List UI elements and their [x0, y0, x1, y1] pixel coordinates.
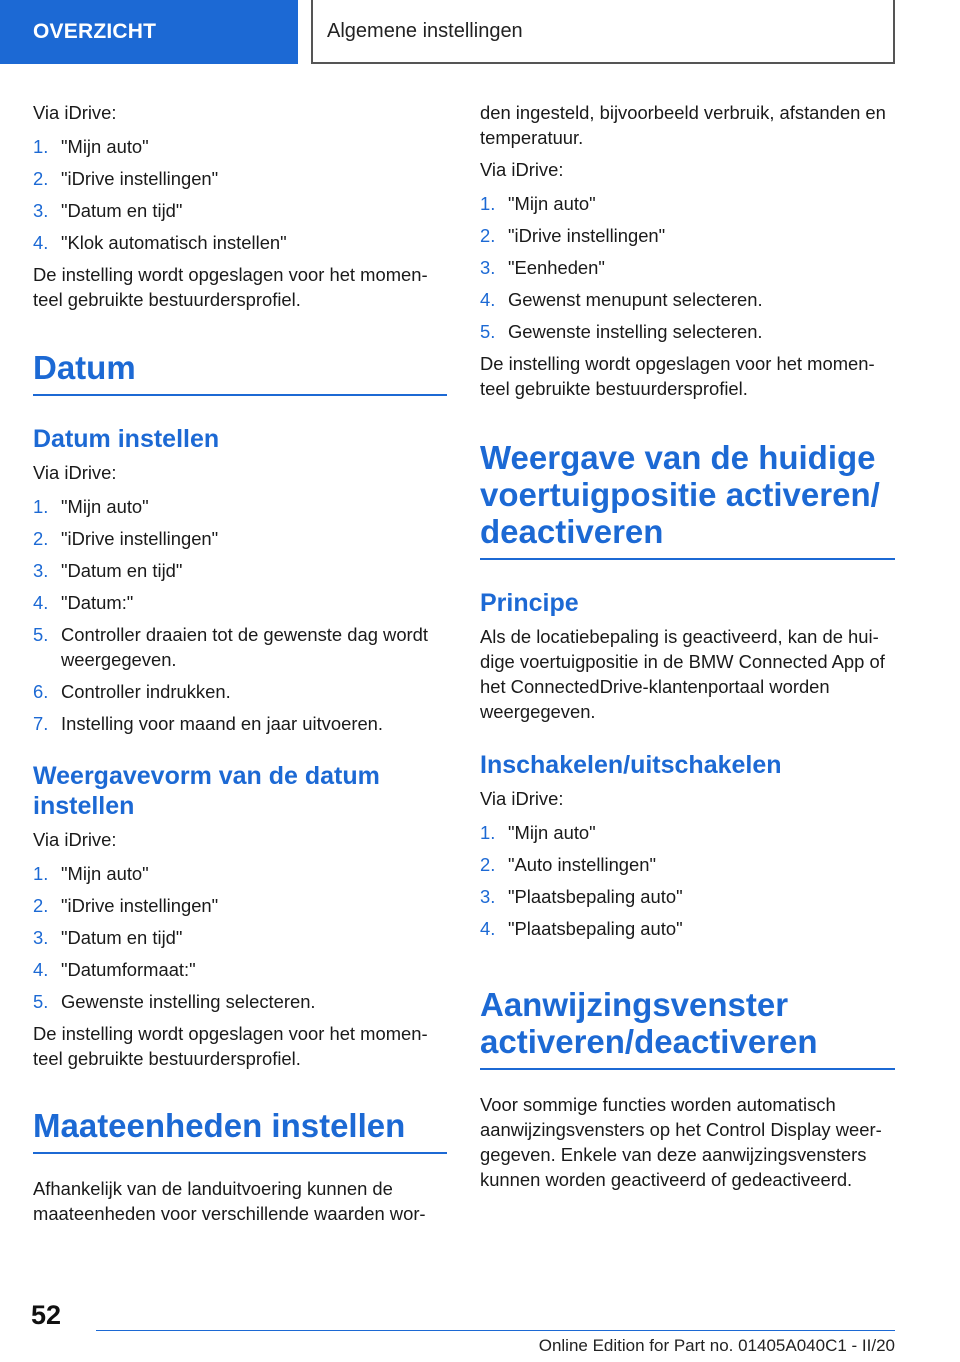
list-item — [33, 134, 447, 159]
list-item-text: "iDrive instellingen" — [61, 528, 219, 549]
intro-via: Via iDrive: — [33, 102, 117, 123]
subsection-title-principe: Principe — [480, 589, 579, 617]
tab-algemene-instellingen[interactable] — [311, 0, 895, 64]
maateenheden-note: De instelling wordt opgeslagen voor het momen-teel gebruikte bestuurdersprofiel. — [480, 353, 875, 399]
list-item-text: "Eenheden" — [508, 257, 605, 278]
list-item-text: Gewenste instelling selecteren. — [508, 321, 763, 342]
list-item — [33, 230, 447, 255]
list-item-number: 3. — [480, 257, 496, 278]
list-item — [480, 191, 895, 216]
list-item-number: 3. — [33, 560, 49, 581]
weergavevorm-via: Via iDrive: — [33, 829, 117, 850]
list-item-text: "Auto instellingen" — [508, 854, 657, 875]
footer-divider — [96, 1330, 895, 1331]
list-item-text: Instelling voor maand en jaar uitvoeren. — [61, 713, 384, 734]
tab-overzicht[interactable] — [0, 0, 298, 64]
list-item-number: 1. — [33, 136, 49, 157]
list-item-number: 5. — [33, 991, 49, 1012]
maateenheden-steps — [480, 191, 895, 344]
weergavevorm-steps — [33, 861, 447, 1014]
list-item-text: "Mijn auto" — [61, 136, 149, 157]
list-item-number: 4. — [33, 959, 49, 980]
list-item-number: 4. — [480, 289, 496, 310]
list-item-text: "Mijn auto" — [508, 193, 596, 214]
list-item-text: Controller indrukken. — [61, 681, 231, 702]
datum-instellen-steps — [33, 494, 447, 736]
list-item — [33, 893, 447, 918]
subsection-title-inschakelen: Inschakelen/uitschakelen — [480, 751, 782, 779]
section-title-aanwijzingsvenster: Aanwijzingsvenster activeren/deactiveren — [480, 986, 895, 1070]
list-item-number: 5. — [480, 321, 496, 342]
list-item-text: "iDrive instellingen" — [61, 168, 219, 189]
list-item — [33, 526, 447, 551]
maateenheden-continued: den ingesteld, bijvoorbeeld verbruik, afstanden en temperatuur. — [480, 102, 886, 148]
list-item-text: "Klok automatisch instellen" — [61, 232, 287, 253]
footer-edition: Online Edition for Part no. 01405A040C1 - II/20 — [538, 1336, 895, 1355]
list-item — [33, 989, 447, 1014]
inschakelen-via: Via iDrive: — [480, 788, 564, 809]
list-item-number: 1. — [480, 822, 496, 843]
list-item — [480, 223, 895, 248]
subsection-title-datum-instellen: Datum instellen — [33, 425, 220, 453]
list-item — [33, 198, 447, 223]
list-item — [33, 711, 447, 736]
list-item-number: 2. — [480, 854, 496, 875]
list-item-text: "Mijn auto" — [61, 863, 149, 884]
list-item — [480, 255, 895, 280]
list-item-text: "Plaatsbepaling auto" — [508, 918, 683, 939]
list-item — [480, 852, 895, 877]
intro-steps — [33, 134, 447, 255]
list-item — [33, 957, 447, 982]
intro-note: De instelling wordt opgeslagen voor het momen-teel gebruikte bestuurdersprofiel. — [33, 264, 428, 310]
maateenheden-text: Afhankelijk van de landuitvoering kunnen de maateenheden voor verschillende waarden wor- — [33, 1178, 426, 1224]
subsection-title-weergavevorm: Weergavevorm van de datum instellen — [33, 762, 380, 820]
section-title-maateenheden: Maateenheden instellen — [33, 1107, 447, 1154]
list-item-number: 1. — [480, 193, 496, 214]
list-item-text: "Datum:" — [61, 592, 134, 613]
list-item — [33, 679, 447, 704]
inschakelen-steps — [480, 820, 895, 941]
list-item-text: "Datumformaat:" — [61, 959, 196, 980]
list-item — [33, 925, 447, 950]
list-item-number: 2. — [33, 528, 49, 549]
maateenheden-via: Via iDrive: — [480, 159, 564, 180]
list-item — [33, 622, 447, 672]
list-item — [480, 319, 895, 344]
list-item-number: 4. — [480, 918, 496, 939]
list-item-number: 5. — [33, 624, 49, 645]
list-item-number: 3. — [33, 200, 49, 221]
list-item-text: Controller draaien tot de gewenste dag wordt weergegeven. — [61, 624, 429, 670]
list-item-text: "Datum en tijd" — [61, 927, 183, 948]
section-title-datum: Datum — [33, 349, 447, 396]
list-item-number: 4. — [33, 232, 49, 253]
aanwijzing-text: Voor sommige functies worden automatisch aanwijzingsvensters op het Control Display weer-gegeven. Enkele van deze aanwijzingsvensters kunnen worden geactiveerd of gedeactiveerd. — [480, 1094, 882, 1190]
list-item — [33, 558, 447, 583]
list-item-number: 3. — [33, 927, 49, 948]
list-item-text: "Datum en tijd" — [61, 200, 183, 221]
principe-text: Als de locatiebepaling is geactiveerd, kan de hui-dige voertuigpositie in de BMW Connected App of het ConnectedDrive-klantenportaal worden weergegeven. — [480, 626, 885, 722]
list-item-number: 3. — [480, 886, 496, 907]
list-item-number: 1. — [33, 863, 49, 884]
list-item-number: 4. — [33, 592, 49, 613]
right-column — [480, 100, 895, 1192]
section-title-voertuigpositie: Weergave van de huidige voertuigpositie activeren/ deactiveren — [480, 439, 895, 560]
list-item — [480, 916, 895, 941]
weergavevorm-note: De instelling wordt opgeslagen voor het momen-teel gebruikte bestuurdersprofiel. — [33, 1023, 428, 1069]
list-item-text: "Datum en tijd" — [61, 560, 183, 581]
datum-instellen-via: Via iDrive: — [33, 462, 117, 483]
list-item — [480, 884, 895, 909]
list-item-text: "iDrive instellingen" — [508, 225, 666, 246]
left-column — [33, 100, 447, 1226]
list-item-text: "Plaatsbepaling auto" — [508, 886, 683, 907]
list-item — [33, 494, 447, 519]
list-item-text: Gewenst menupunt selecteren. — [508, 289, 763, 310]
list-item-number: 2. — [33, 168, 49, 189]
list-item-text: "Mijn auto" — [508, 822, 596, 843]
list-item — [33, 166, 447, 191]
list-item-number: 2. — [480, 225, 496, 246]
list-item-number: 7. — [33, 713, 49, 734]
list-item — [480, 287, 895, 312]
list-item-number: 2. — [33, 895, 49, 916]
list-item-text: "iDrive instellingen" — [61, 895, 219, 916]
tab-section-label: Algemene instellingen — [327, 19, 523, 42]
list-item-number: 6. — [33, 681, 49, 702]
list-item — [33, 590, 447, 615]
list-item-text: Gewenste instelling selecteren. — [61, 991, 316, 1012]
list-item — [33, 861, 447, 886]
list-item-number: 1. — [33, 496, 49, 517]
list-item — [480, 820, 895, 845]
list-item-text: "Mijn auto" — [61, 496, 149, 517]
page-number: 52 — [31, 1300, 62, 1330]
tab-overzicht-label: OVERZICHT — [33, 20, 157, 43]
